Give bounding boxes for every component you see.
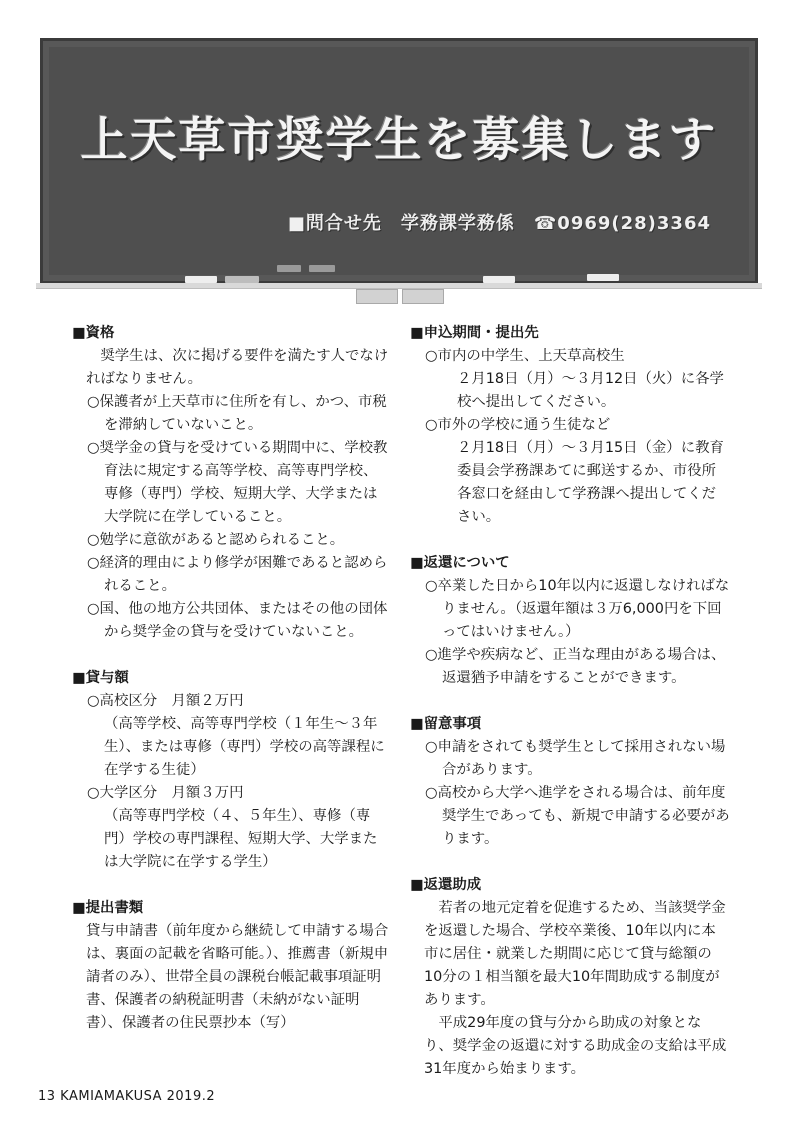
contact-info: ■問合せ先 学務課学務係 ☎0969(28)3364 bbox=[287, 213, 711, 234]
list-item: ○奨学金の貸与を受けている期間中に、学校教育法に規定する高等学校、高等専門学校、専修（専門）学校、短期大学、大学または大学院に在学していること。 bbox=[87, 440, 388, 525]
paragraph: ２月18日（月）～３月12日（火）に各学校へ提出してください。 bbox=[457, 371, 724, 410]
page-title: 上天草市奨学生を募集します bbox=[80, 113, 718, 168]
amount-section bbox=[72, 667, 390, 874]
list-item: ○市内の中学生、上天草高校生 bbox=[425, 348, 625, 364]
chalk-piece bbox=[225, 276, 259, 283]
application-section bbox=[410, 322, 730, 529]
section-title: ■留意事項 bbox=[410, 716, 482, 732]
eraser bbox=[402, 289, 444, 304]
list-item-note: （高等専門学校（４、５年生）、専修（専門）学校の専門課程、短期大学、大学または大学院に在学する学生） bbox=[104, 808, 378, 870]
subsidy-section bbox=[410, 874, 730, 1081]
list-item: ○勉学に意欲があると認められること。 bbox=[87, 532, 345, 548]
chalk-piece bbox=[483, 276, 515, 283]
list-item: ○国、他の地方公共団体、またはその他の団体から奨学金の貸与を受けていないこと。 bbox=[87, 601, 388, 640]
page-footer: 13 KAMIAMAKUSA 2019.2 bbox=[38, 1089, 216, 1104]
list-item: ○申請をされても奨学生として採用されない場合があります。 bbox=[425, 739, 726, 778]
repayment-section bbox=[410, 552, 730, 690]
paragraph: 若者の地元定着を促進するため、当該奨学金を返還した場合、学校卒業後、10年以内に本市に居住・就業した期間に応じて貸与総額の10分の１相当額を最大10年間助成する制度があります。 bbox=[424, 900, 726, 1008]
documents-section bbox=[72, 897, 390, 1035]
list-item: ○大学区分 月額３万円 bbox=[87, 785, 244, 801]
chalk-piece bbox=[277, 265, 301, 272]
section-title: ■返還助成 bbox=[410, 877, 482, 893]
list-item-note: （高等学校、高等専門学校（１年生～３年生）、または専修（専門）学校の高等課程に在学する生徒） bbox=[104, 716, 385, 778]
list-item: ○保護者が上天草市に住所を有し、かつ、市税を滞納していないこと。 bbox=[87, 394, 387, 433]
section-title: ■申込期間・提出先 bbox=[410, 325, 539, 341]
qualification-section bbox=[72, 322, 390, 644]
paragraph: 平成29年度の貸与分から助成の対象となり、奨学金の返還に対する助成金の支給は平成31年度から始まります。 bbox=[424, 1015, 727, 1077]
chalk-piece bbox=[309, 265, 335, 272]
notes-section bbox=[410, 713, 730, 851]
list-item: ○卒業した日から10年以内に返還しなければなりません。（返還年額は３万6,000円を下回ってはいけません。） bbox=[425, 578, 730, 640]
paragraph: 貸与申請書（前年度から継続して申請する場合は、裏面の記載を省略可能。）、推薦書（新規申請者のみ）、世帯全員の課税台帳記載事項証明書、保護者の納税証明書（未納がない証明書）、保護者の住民票抄本（写） bbox=[86, 923, 389, 1031]
list-item: ○高校区分 月額２万円 bbox=[87, 693, 244, 709]
section-title: ■資格 bbox=[72, 325, 115, 341]
section-title: ■貸与額 bbox=[72, 670, 129, 686]
paragraph: ２月18日（月）～３月15日（金）に教育委員会学務課あてに郵送するか、市役所各窓口を経由して学務課へ提出してください。 bbox=[457, 440, 724, 525]
list-item: ○市外の学校に通う生徒など bbox=[425, 417, 611, 433]
right-column bbox=[410, 322, 730, 1104]
chalk-ledge bbox=[36, 283, 762, 289]
section-title: ■返還について bbox=[410, 555, 510, 571]
left-column bbox=[72, 322, 390, 1058]
chalk-piece bbox=[587, 274, 619, 281]
paragraph: 奨学生は、次に掲げる要件を満たす人でなければなりません。 bbox=[86, 348, 389, 387]
list-item: ○高校から大学へ進学をされる場合は、前年度奨学生であっても、新規で申請する必要があります。 bbox=[425, 785, 730, 847]
section-title: ■提出書類 bbox=[72, 900, 144, 916]
list-item: ○進学や疾病など、正当な理由がある場合は、返還猶予申請をすることができます。 bbox=[425, 647, 726, 686]
list-item: ○経済的理由により修学が困難であると認められること。 bbox=[87, 555, 388, 594]
chalk-piece bbox=[185, 276, 217, 283]
eraser bbox=[356, 289, 398, 304]
chalkboard-header bbox=[40, 38, 758, 284]
